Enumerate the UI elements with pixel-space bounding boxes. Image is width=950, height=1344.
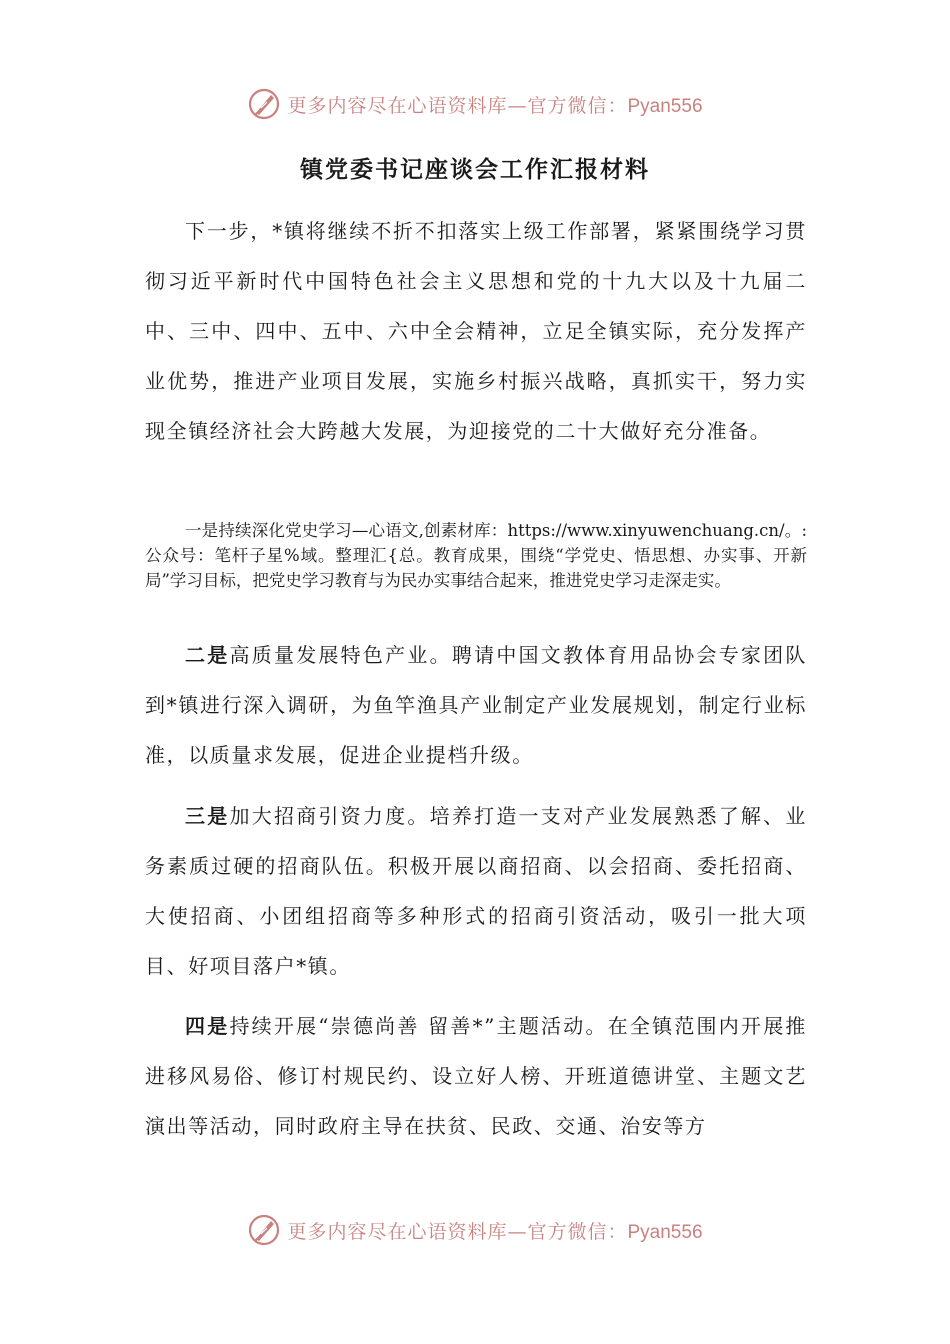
paragraph-text: 高质量发展特色产业。聘请中国文教体育用品协会专家团队到*镇进行深入调研，为鱼竿渔具产业制定产业发展规划，制定行业标准，以质量求发展，促进企业提档升级。 bbox=[145, 643, 807, 767]
paragraph-text: 加大招商引资力度。培养打造一支对产业发展熟悉了解、业务素质过硬的招商队伍。积极开展以商招商、以会招商、委托招商、大使招商、小团组招商等多种形式的招商引资活动，吸引一批大项目、好项目落户*镇。 bbox=[145, 804, 807, 978]
paragraph-lead: 四是 bbox=[185, 1014, 230, 1038]
watermark-banner-top bbox=[0, 82, 950, 126]
paragraph-point-two bbox=[145, 630, 807, 780]
paragraph-text: 一是持续深化党史学习—心语文,创素材库：https://www.xinyuwenchuang.cn/。:公众号：笔杆子星%域。整理汇{总。教育成果，围绕“学党史、悟思想、办实事、开新局”学习目标，把党史学习教育与为民办实事结合起来，推进党史学习走深走实。 bbox=[145, 521, 807, 590]
watermark-banner-bottom bbox=[0, 1208, 950, 1252]
paragraph-intro bbox=[145, 206, 807, 456]
quill-pen-icon bbox=[247, 1213, 281, 1247]
watermark-text: 更多内容尽在心语资料库—官方微信：Pyan556 bbox=[287, 1220, 703, 1243]
wechat-id: Pyan556 bbox=[627, 1221, 703, 1243]
paragraph-point-three bbox=[145, 791, 807, 991]
wechat-id: Pyan556 bbox=[627, 95, 703, 117]
paragraph-point-one bbox=[145, 518, 807, 593]
paragraph-text: 持续开展“崇德尚善 留善*”主题活动。在全镇范围内开展推进移风易俗、修订村规民约、设立好人榜、开班道德讲堂、主题文艺演出等活动，同时政府主导在扶贫、民政、交通、治安等方 bbox=[145, 1014, 808, 1138]
paragraph-lead: 二是 bbox=[185, 643, 230, 667]
paragraph-point-four bbox=[145, 1001, 807, 1151]
watermark-text: 更多内容尽在心语资料库—官方微信：Pyan556 bbox=[287, 94, 703, 117]
paragraph-lead: 三是 bbox=[185, 804, 230, 828]
quill-pen-icon bbox=[247, 87, 281, 121]
paragraph-text: 下一步，*镇将继续不折不扣落实上级工作部署，紧紧围绕学习贯彻习近平新时代中国特色社会主义思想和党的十九大以及十九届二中、三中、四中、五中、六中全会精神，立足全镇实际，充分发挥产业优势，推进产业项目发展，实施乡村振兴战略，真抓实干，努力实现全镇经济社会大跨越大发展，为迎接党的二十大做好充分准备。 bbox=[145, 219, 807, 443]
document-title: 镇党委书记座谈会工作汇报材料 bbox=[300, 156, 650, 183]
